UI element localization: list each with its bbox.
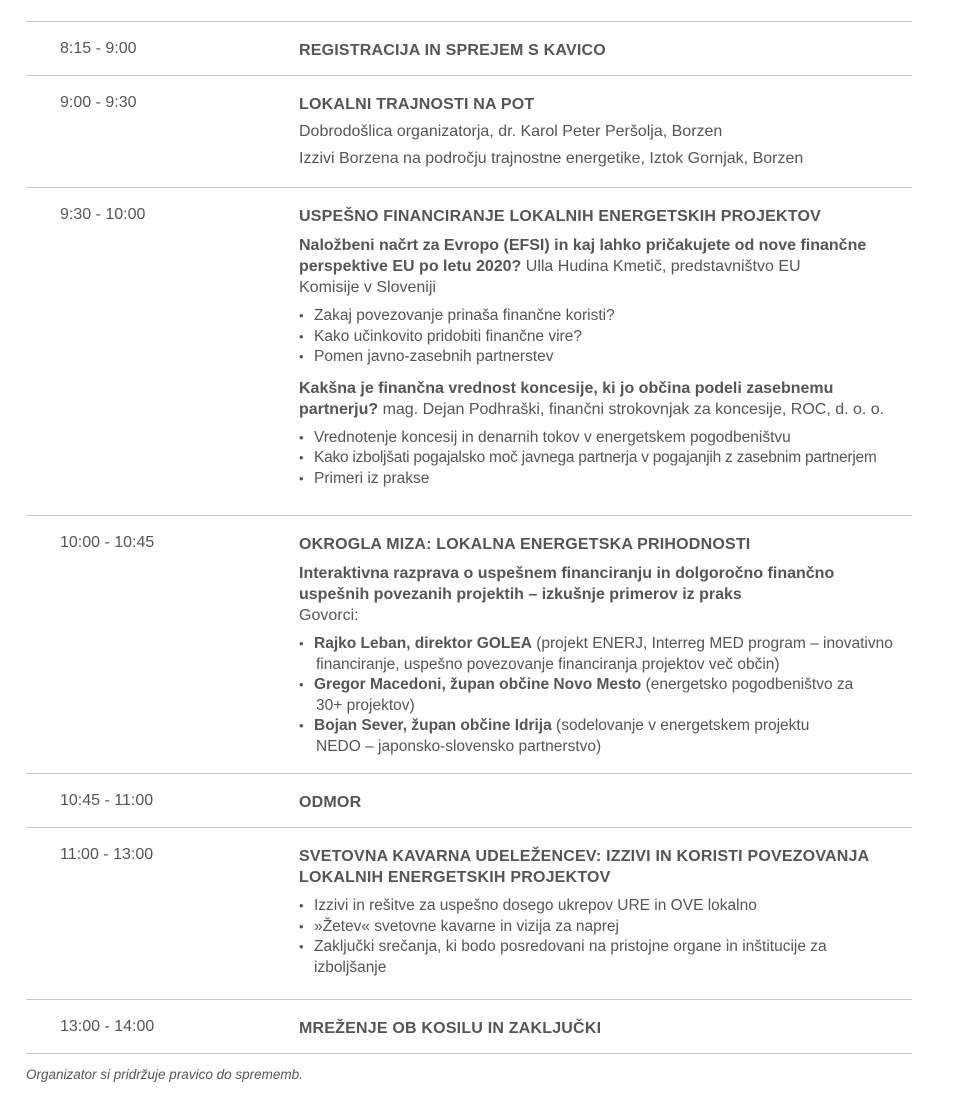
agenda-table [26, 21, 912, 1054]
bullet-list [299, 428, 959, 490]
agenda-row [26, 188, 912, 516]
speaker-name: Rajko Leban, direktor GOLEA [314, 635, 532, 652]
bullet-icon: • [299, 718, 304, 733]
list-item: • Zaključki srečanja, ki bodo posredovani na pristojne organe in inštitucije za izboljšanje [299, 938, 827, 976]
row-line: Dobrodošlica organizatorja, dr. Karol Peter Peršolja, Borzen [299, 123, 723, 140]
row-title: USPEŠNO FINANCIRANJE LOKALNIH ENERGETSKIH PROJEKTOV [299, 208, 821, 225]
row-title: REGISTRACIJA IN SPREJEM S KAVICO [299, 42, 606, 59]
topic-title: Interaktivna razprava o uspešnem financiranju in dolgoročno finančno [299, 565, 835, 582]
agenda-row [26, 516, 912, 774]
list-item: • Zakaj povezovanje prinaša finančne koristi? [299, 306, 959, 327]
bullet-list [299, 306, 959, 368]
bullet-icon: • [299, 450, 304, 465]
bullet-icon: • [299, 470, 304, 486]
list-item: • Gregor Macedoni, župan občine Novo Mesto (energetsko pogodbeništvo za 30+ projektov) [299, 676, 854, 714]
bullet-icon: • [299, 349, 304, 364]
agenda-row [26, 1000, 912, 1054]
bullet-icon: • [299, 429, 304, 445]
row-title: SVETOVNA KAVARNA UDELEŽENCEV: IZZIVI IN KORISTI POVEZOVANJA [299, 848, 870, 865]
list-item: • »Žetev« svetovne kavarne in vizija za naprej [299, 917, 959, 938]
row-time: 9:00 - 9:30 [60, 94, 137, 111]
session-topic [299, 378, 959, 420]
row-title: MREŽENJE OB KOSILU IN ZAKLJUČKI [299, 1020, 602, 1037]
bullet-list [299, 896, 959, 978]
session-topic [299, 563, 959, 626]
row-time: 8:15 - 9:00 [60, 40, 137, 57]
row-time: 13:00 - 14:00 [60, 1018, 155, 1035]
list-item: • Bojan Sever, župan občine Idrija (sodelovanje v energetskem projektu NEDO – japonsko-slovensko partnerstvo) [299, 717, 810, 755]
list-item: • Rajko Leban, direktor GOLEA (projekt ENERJ, Interreg MED program – inovativno financiranje, uspešno povezovanje financiranja projektov več občin) [299, 635, 893, 673]
bullet-icon: • [299, 636, 304, 651]
speakers-label: Govorci: [299, 607, 359, 624]
speaker-name: Bojan Sever, župan občine Idrija [314, 717, 552, 734]
bullet-icon: • [299, 918, 304, 934]
bullet-icon: • [299, 898, 304, 913]
row-line: Izzivi Borzena na področju trajnostne energetike, Iztok Gornjak, Borzen [299, 150, 804, 167]
list-item: • Vrednotenje koncesij in denarnih tokov v energetskem pogodbeništvu [299, 428, 959, 449]
row-time: 10:00 - 10:45 [60, 534, 155, 551]
list-item: • Kako izboljšati pogajalsko moč javnega partnerja v pogajanjih z zasebnim partnerjem [299, 448, 959, 469]
row-title: OKROGLA MIZA: LOKALNA ENERGETSKA PRIHODNOSTI [299, 536, 751, 553]
footnote: Organizator si pridržuje pravico do sprememb. [26, 1067, 303, 1082]
speakers-list [299, 634, 959, 757]
agenda-row [26, 774, 912, 828]
session-topic [299, 235, 959, 298]
row-time: 9:30 - 10:00 [60, 206, 146, 223]
topic-title: partnerju? [299, 400, 379, 418]
bullet-icon: • [299, 308, 304, 323]
agenda-row [26, 22, 912, 76]
topic-speaker: mag. Dejan Podhraški, finančni strokovnjak za koncesije, ROC, d. o. o. [378, 400, 885, 418]
bullet-icon: • [299, 939, 304, 954]
topic-title: uspešnih povezanih projektih – izkušnje primerov iz praks [299, 586, 742, 603]
agenda-row [26, 828, 912, 1000]
row-title: ODMOR [299, 794, 362, 811]
topic-speaker: Komisije v Sloveniji [299, 279, 436, 296]
row-time: 11:00 - 13:00 [60, 846, 154, 863]
list-item: • Primeri iz prakse [299, 469, 959, 490]
row-time: 10:45 - 11:00 [60, 792, 154, 809]
list-item: • Izzivi in rešitve za uspešno dosego ukrepov URE in OVE lokalno [299, 896, 959, 917]
topic-title: perspektive EU po letu 2020? [299, 258, 522, 275]
topic-title: Naložbeni načrt za Evropo (EFSI) in kaj lahko pričakujete od nove finančne [299, 237, 867, 254]
topic-title: Kakšna je finančna vrednost koncesije, ki jo občina podeli zasebnemu [299, 379, 834, 397]
bullet-icon: • [299, 677, 304, 692]
bullet-icon: • [299, 328, 304, 344]
speaker-name: Gregor Macedoni, župan občine Novo Mesto [314, 676, 642, 693]
topic-speaker: Ulla Hudina Kmetič, predstavništvo EU [521, 258, 801, 275]
list-item: • Pomen javno-zasebnih partnerstev [299, 347, 959, 368]
row-title: LOKALNI TRAJNOSTI NA POT [299, 96, 535, 113]
row-title: LOKALNIH ENERGETSKIH PROJEKTOV [299, 869, 611, 886]
list-item: • Kako učinkovito pridobiti finančne vire? [299, 327, 959, 348]
agenda-row [26, 76, 912, 188]
